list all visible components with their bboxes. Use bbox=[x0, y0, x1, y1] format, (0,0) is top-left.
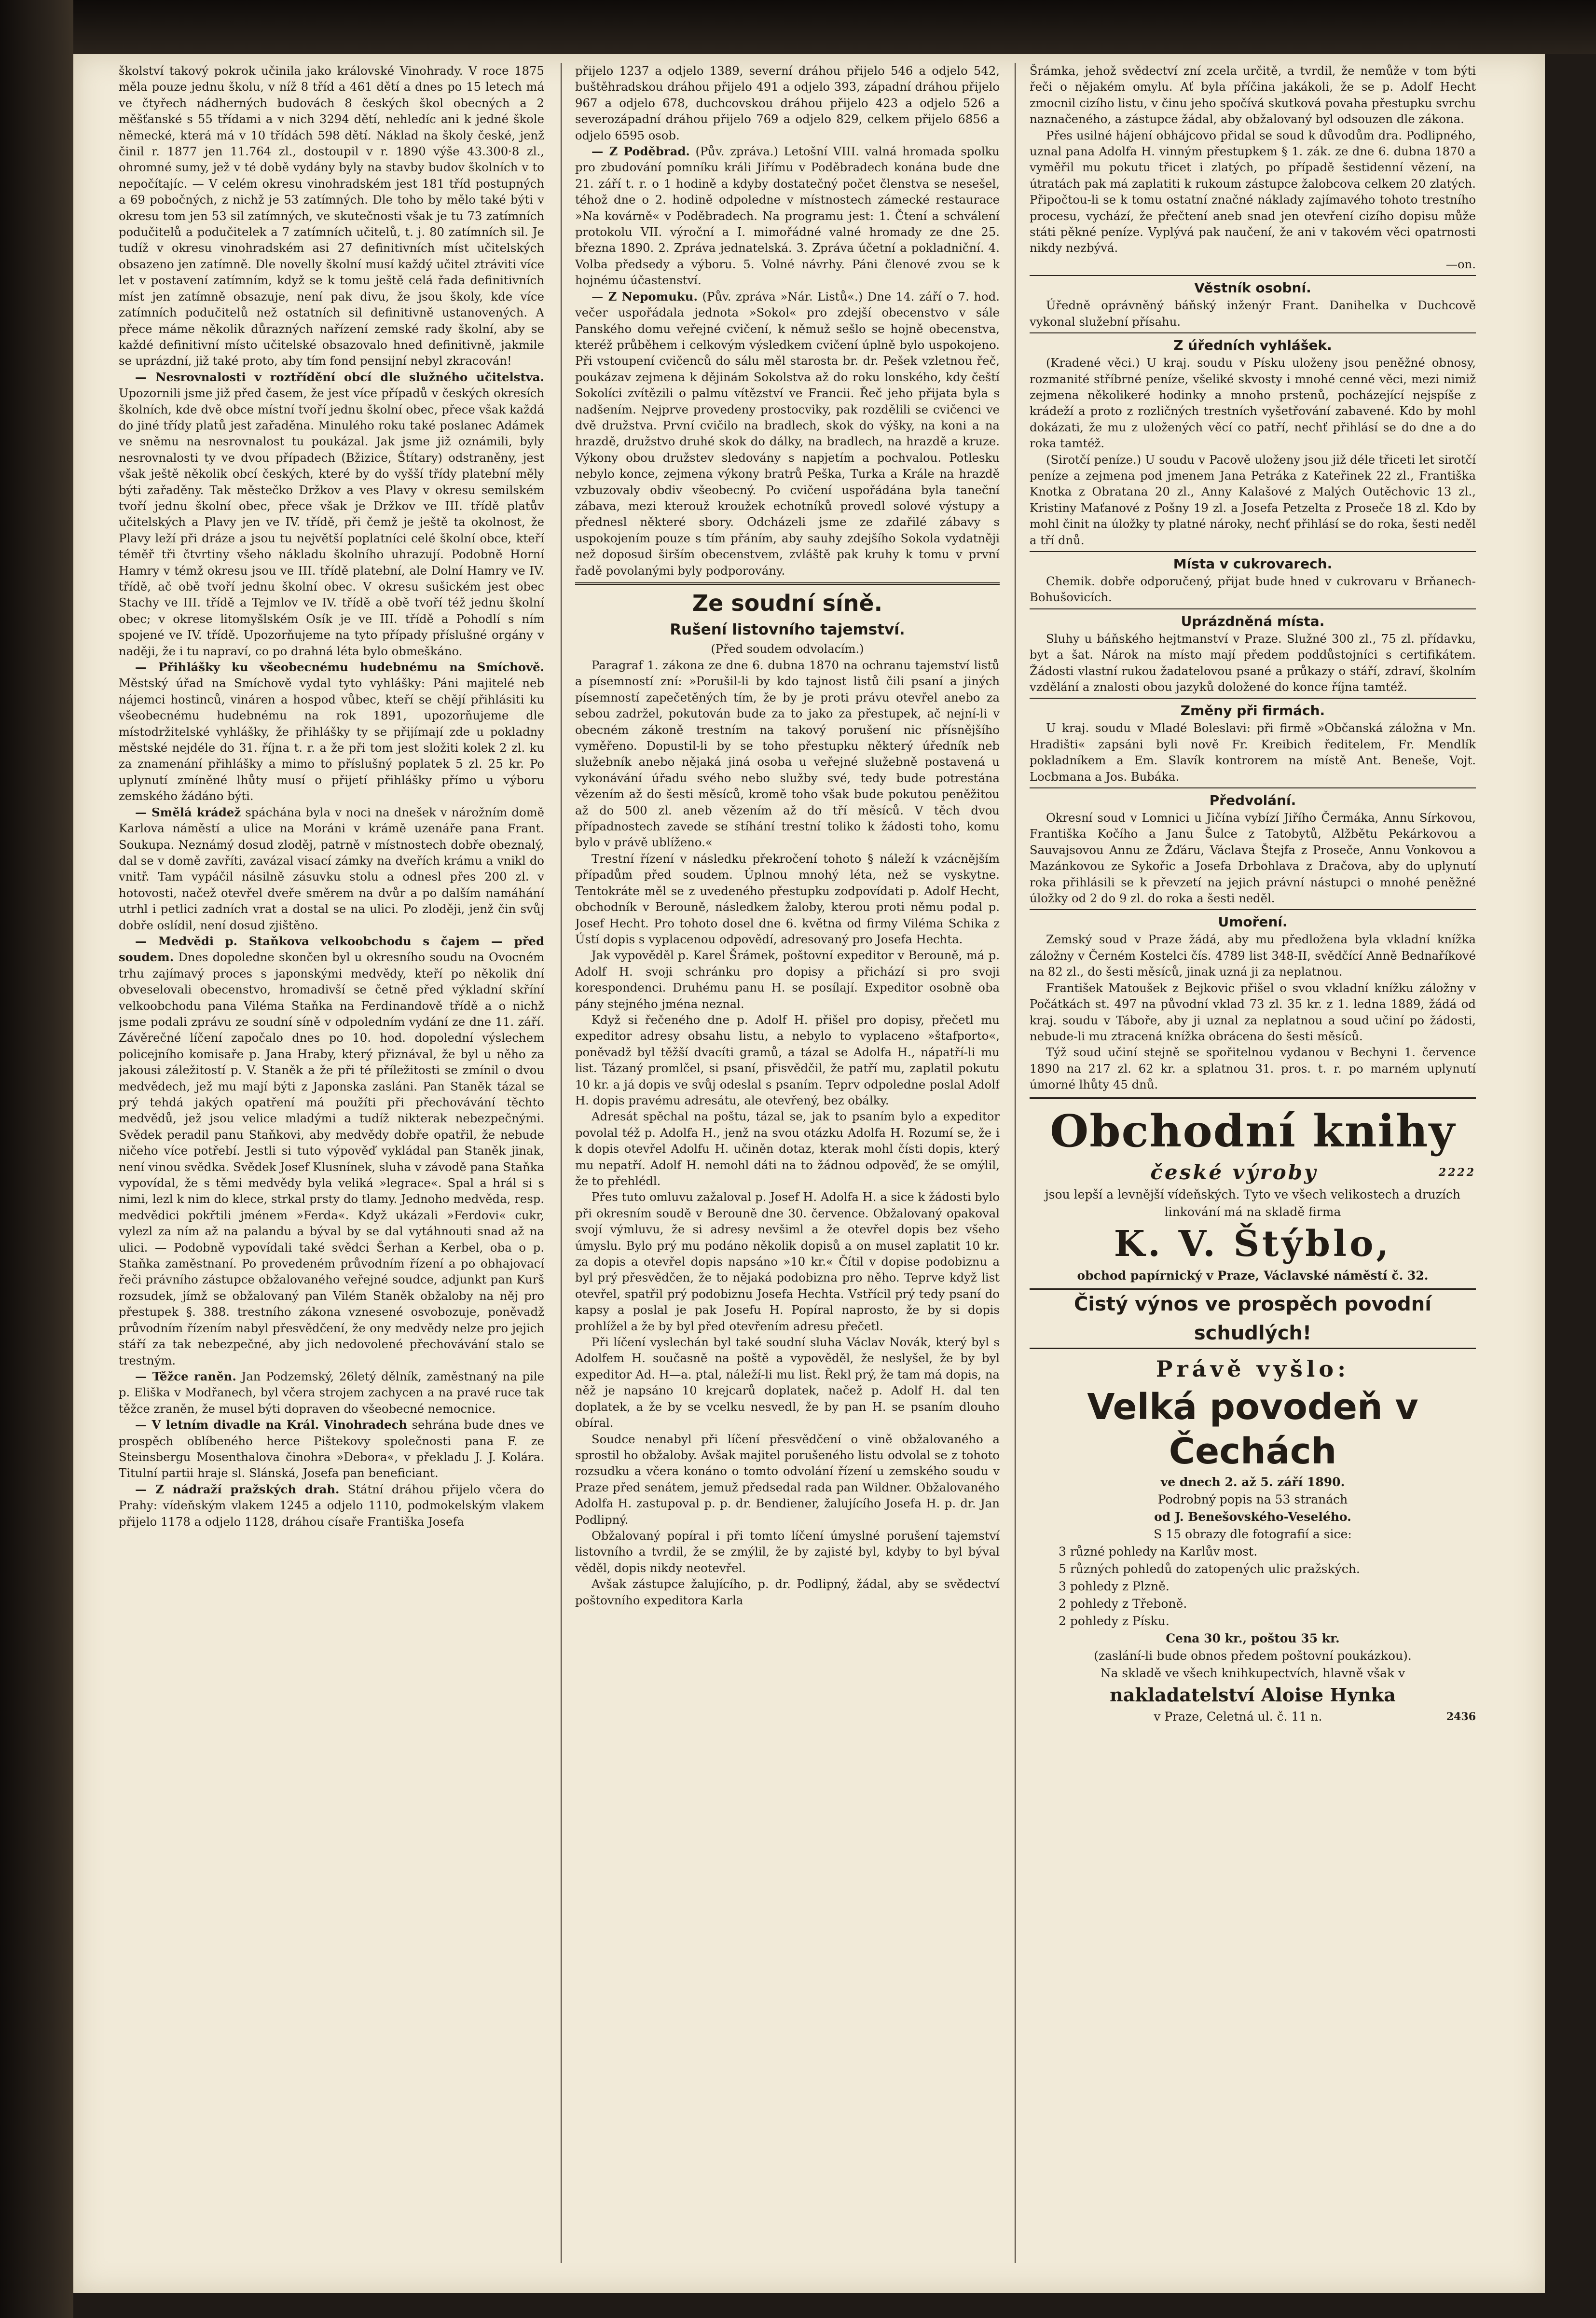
article-text: Avšak zástupce žalujícího, p. dr. Podlipný, žádal, aby se svědectví poštovního expeditora Karla bbox=[575, 1577, 1000, 1607]
article-text: Jan Podzemský, 26letý dělník, zaměstnaný na pile p. Eliška v Modřanech, byl včera strojem zachycen a na pravé ruce tak těžce zraněn, že musel býti dopraven do všeobecné nemocnice. bbox=[119, 1369, 544, 1416]
scan-top-edge bbox=[73, 0, 1596, 54]
article-text: (Pův. zpráva »Nár. Listů«.) Dne 14. září o 7. hod. večer uspořádala jednota »Sokol« pro zdejší obecenstvo v sále Panského domu veřejné cvičení, k němuž sešlo se hojně obecenstva, kteréž průběhem i celkovým výsledkem cvičení úplně bylo uspokojeno. Při vstoupení cvičenců do sálu měl starosta br. dr. Pešek vzletnou řeč, poukázav zejmena k dějinám Sokolstva až do roku lonského, kdy čeští Sokolíci zvítězili o palmu vítězství ve Francii. Řeč jeho přijata byla s nadšením. Nejprve provedeny prostocviky, pak rozdělili se cvičenci ve dvě družstva. První cvičilo na bradlech, skok do výšky, na koni a na hrazdě, družstvo druhé skok do dálky, na bradlech, na hrazdě a kruze. Výkony obou družstev sledovány s napjetím a pochvalou. Potlesku nebylo konce, zejmena výkony bratrů Peška, Turka a Krále na hrazdě vzbuzovaly obdiv všeobecný. Po cvičení uspořádána byla taneční zábava, mezi kterouž kroužek echotníků provedl solové výstupy a přednesl některé sbory. Odcházeli jsme ze zdařilé zábavy s uspokojením pouze s tím přáním, aby sauhy zdejšího Sokola vydatněji než doposud širším obecenstvem, zvláště pak kruhy k tomu v první řadě povolanými byly podporovány. bbox=[575, 289, 1000, 578]
column-3 bbox=[1030, 63, 1476, 2277]
article-heading: — Z Poděbrad. bbox=[592, 144, 690, 159]
ad-number: 2222 bbox=[1438, 1166, 1476, 1179]
article-text: (Pův. zpráva.) Letošní VIII. valná hromada spolku pro zbudování pomníku králi Jiřímu v Poděbradech konána bude dne 21. září t. r. o 1 hodině a kdyby dostatečný počet členstva se nesešel, téhož dne o 2. hodině odpoledne v místnostech zámecké restaurace »Na kovárně« v Poděbradech. Na programu jest: 1. Čtení a schválení protokolu VII. výroční a I. mimořádné valné hromady ze dne 25. března 1890. 2. Zpráva jednatelská. 3. Zpráva účetní a pokladniční. 4. Volba předsedy a výboru. 5. Volné návrhy. Páni členové zvou se k hojnému účastenství. bbox=[575, 144, 1000, 288]
column-2 bbox=[575, 63, 1000, 2277]
list-item: 3 pohledy z Plzně. bbox=[1059, 1579, 1169, 1593]
article-text: Trestní řízení v následku překročení tohoto § náleží k vzácnějším případům před soudem. Úplnou mnohý léta, než se vyskytne. Tentokráte měl se z uvedeného přestupku zodpovídati p. Adolf Hecht, obchodník v Berouně, následkem žaloby, kterou proti němu podal p. Josef Hecht. Pro tohoto dosel dne 6. května od firmy Viléma Schika z Ústí dopis s vyplacenou odpovědí, adresovaný pro Josefa Hechta. bbox=[575, 851, 1000, 946]
ad-book-desc: Podrobný popis na 53 stranách bbox=[1157, 1492, 1348, 1506]
article-text: Státní dráhou přijelo včera do Prahy: vídeňským vlakem 1245 a odjelo 1110, podmokelským vlakem přijelo 1178 a odjelo 1128, dráhou císaře Františka Josefa bbox=[119, 1482, 544, 1529]
list-item: 2 pohledy z Třeboně. bbox=[1059, 1596, 1187, 1611]
article-text: Přes tuto omluvu zažaloval p. Josef H. Adolfa H. a sice k žádosti bylo při okresním soudě v Berouně dne 30. července. Obžalovaný opakoval svojí výmluvu, že si adresy nevšiml a že otevřel dopis bez všeho úmyslu. Bylo prý mu podáno několik dopisů a on musel zaplatit 10 kr. za dopis a otevřel dopis napsáno »10 kr.« Čítil v dopise podobiznu a byl prý přesvědčen, že to nějaká podobizna pro něho. Teprve když list otevřel, spatřil prý podobiznu Josefa Hechta. Vstřícil prý tedy psaní do kapsy a poslal je pak Josefu H. Popíral naprosto, že by si dopis prohlížel a že by byl před otevřením adresu přečetl. bbox=[575, 1190, 1000, 1333]
ad-banner: Čistý výnos ve prospěch povodní schudlých! bbox=[1030, 1288, 1476, 1349]
section-heading: Umoření. bbox=[1218, 914, 1288, 930]
ad-firm-name: K. V. Štýblo, bbox=[1114, 1223, 1392, 1265]
newspaper-page bbox=[73, 54, 1545, 2293]
article-text: Jak vypověděl p. Karel Šrámek, poštovní expeditor v Berouně, má p. Adolf H. svoji schránku pro dopisy a přichází si pro svoji korespondenci. Druhému panu H. se posílají. Expeditor osobně oba pány stejného jména neznal. bbox=[575, 948, 1000, 1011]
article-title: Rušení listovního tajemství. bbox=[670, 621, 905, 638]
ad-number: 2436 bbox=[1446, 1710, 1476, 1723]
ad-announcement: Právě vyšlo: bbox=[1156, 1355, 1350, 1382]
section-divider bbox=[575, 582, 1000, 585]
section-divider bbox=[1030, 275, 1476, 276]
article-text: (Sirotčí peníze.) U soudu v Pacově uloženy jsou již déle třiceti let sirotčí peníze a zejmena pod jmenem Jana Petráka z Kateřinek 22 zl., Františka Knotka z Obratana 20 zl., Anny Kalašové z Malých Outěchovic 13 zl., Kristiny Maťanové z Pošny 19 zl. a Josefa Petzelta z Proseče 18 zl. Kdo by mohl činit na úložky ty platné nároky, nechť přihlásí se do roka, šesti neděl a tří dnů. bbox=[1030, 452, 1476, 547]
article-heading: — Těžce raněn. bbox=[135, 1369, 236, 1383]
ad-book-intro: S 15 obrazy dle fotografií a sice: bbox=[1154, 1527, 1352, 1541]
article-text: spáchána byla v noci na dnešek v nárožním domě Karlova náměstí a ulice na Moráni v krámě uzenáře pana Frant. Soukupa. Neznámý dosud zloděj, patrně v místnostech dobře obeznalý, dal se v domě zavříti, zavázal visací zámky na dveřích krámu a vnikl do vnitř. Tam vypáčil násilně zásuvku stolu a odnesl přes 200 zl. v hotovosti, načež otevřel dveře směrem na dvůr a po dalším namáhání utrhl i petlici zadních vrat a dostal se na ulici. Po zloději, jenž čin svůj dobře oslídil, není dosud zjištěno. bbox=[119, 805, 544, 932]
section-divider bbox=[1030, 787, 1476, 788]
article-subtitle: (Před soudem odvolacím.) bbox=[711, 642, 864, 656]
section-heading: Uprázdněná místa. bbox=[1181, 613, 1325, 629]
article-text: Městský úřad na Smíchově vydal tyto vyhlášky: Páni majitelé neb nájemci hostinců, vináren a hospod vůbec, kteří se chějí přihlásiti ku všeobecnému hudebnému na rok 1891, upozorňujeme dle místodržitelské vyhlášky, že přihlášky ty se přijímají zde u pokladny městské nejdéle do 31. října t. r. a že při tom jest složiti kolek 2 zl. ku za znamenání přihlášky a mimo to příslušný poplatek 5 zl. 25 kr. Po uplynutí zmíněné lhůty musí o přijetí přihlášky přímo u výboru zemského žádáno býti. bbox=[119, 676, 544, 803]
ad-address: v Praze, Celetná ul. č. 11 n. bbox=[1154, 1709, 1322, 1724]
article-text: školství takový pokrok učinila jako královské Vinohrady. V roce 1875 měla pouze jednu školu, v níž 8 tříd a 461 dětí a dnes po 15 letech má ve čtyřech nádherných budovách 8 českých škol obecných a 2 měšťanské s 55 třídami a v nich 3294 dětí, nehledíc ani k jedné škole německé, která má v 10 třídách 598 dětí. Náklad na školy české, jenž činil r. 1877 jen 11.764 zl., dostoupil v r. 1890 výše 43.300·8 zl., ohromné sumy, jež v té době vydány byly na stavby budov školních v to nepočítajíc. — V celém okresu vinohradském jest 181 tříd postupných a 69 pobočných, z nichž je 53 zatímných. Dle toho by mělo také býti v okresu tom jen 53 sil zatímných, ve skutečnosti však je tu 73 zatímních podučitelů a podučitelek a 7 zatímních učitelů, t. j. 80 zatímních sil. Je tudíž v okresu vinohradském asi 27 definitivních míst učitelských obsazeno jen zatímně. Dle novelly školní musí každý učitel ztráviti více let v postavení zatímním, když se k tomu ještě celá řada definitivních míst jen zatímně obsazuje, není pak divu, že jsou školy, kde více zatímních podučitelů než ostatních sil definitivně ustanovených. A přece máme několik důrazných nařízení zemské rady školní, aby se každé definitivní místo učitelské obsazovalo hned definitivně, jakmile se uprázdní, již také proto, aby tím fond pensijní nebyl zkracován! bbox=[119, 64, 544, 368]
ad-address: obchod papírnický v Praze, Václavské náměstí č. 32. bbox=[1077, 1268, 1429, 1283]
article-text: Šrámka, jehož svědectví zní zcela určitě, a tvrdil, že nemůže v tom býti řeči o nějakém omylu. Ať byla příčina jakákoli, že se p. Adolf Hecht zmocnil cizího listu, v činu jeho spočívá skutková povaha přestupku svrchu naznačeného, a zástupce žádal, aby obžalovaný byl odsouzen dle zákona. bbox=[1030, 64, 1476, 126]
section-title: Ze soudní síně. bbox=[692, 590, 883, 616]
list-item: 3 různé pohledy na Karlův most. bbox=[1059, 1544, 1258, 1559]
ad-book-list bbox=[1030, 1543, 1476, 1630]
ad-price: Cena 30 kr., poštou 35 kr. bbox=[1166, 1631, 1340, 1645]
article-text: Týž soud učiní stejně se spořitelnou vydanou v Bechyni 1. července 1890 na 217 zl. 62 kr. a splatnou 31. pros. t. r. po marném uplynutí úmorné lhůty 45 dnů. bbox=[1030, 1045, 1476, 1092]
article-heading: — V letním divadle na Král. Vinohradech bbox=[135, 1418, 408, 1432]
advertisement-stationery bbox=[1030, 1103, 1476, 1284]
column-1 bbox=[119, 63, 544, 2277]
section-heading: Předvolání. bbox=[1209, 792, 1296, 809]
article-heading: — Medvědi p. Staňkova velkoobchodu s čajem — před soudem. bbox=[119, 934, 544, 965]
article-heading: — Z nádraží pražských drah. bbox=[135, 1482, 340, 1496]
list-item: 5 různých pohledů do zatopených ulic pražských. bbox=[1059, 1561, 1360, 1576]
article-text: Při líčení vyslechán byl také soudní sluha Václav Novák, který byl s Adolfem H. současně na poště a vypověděl, že neslyšel, že by byl expeditor Ad. H—a. ptal, náleží-li mu list. Řekl prý, že tam má dopis, na něž je napsáno 10 krejcarů doplatek, načež p. Adolf H. dal ten doplatek, a že by se vcelku nesvedl, že by pan H. se psaním dlouho obíral. bbox=[575, 1335, 1000, 1430]
section-divider bbox=[1030, 608, 1476, 609]
article-text: U kraj. soudu v Mladé Boleslavi: při firmě »Občanská záložna v Mn. Hradišti« zapsáni byli nově Fr. Kreibich ředitelem, Fr. Mendlík pokladníkem a Em. Slavík kontrorem na místě Ant. Beneše, Vojt. Locbmana a Jos. Bubáka. bbox=[1030, 721, 1476, 784]
section-heading: Změny při firmách. bbox=[1180, 703, 1325, 719]
list-item: 2 pohledy z Písku. bbox=[1059, 1614, 1169, 1628]
article-text: Upozornili jsme již před časem, že jest více případů v českých okresích školních, kde dvě obce místní tvoří jednu školní obec, přece však každá do jiné třídy platů jest zařaděna. Minulého roku také poslanec Adámek ve sněmu na nesrovnalost tu poukázal. Jak jsme již oznámili, byly nesrovnalosti ty ve dvou případech (Bžizice, Štítary) odstraněny, jest však ještě několik obcí českých, které by do vyšší třídy platební měly býti zařaděny. Tak městečko Držkov a ves Plavy v okresu semilském tvoří jednu školní obec, přece však je Držkov ve III. třídě platův učitelských a Plavy jen ve IV. třídě, při čemž je ještě ta okolnost, že Plavy leží při dráze a jsou tu největší poplatníci celé školní obce, kteří téměř tři čtvrtiny všeho nákladu školního uhrazují. Podobně Horní Hamry v témž okresu jsou ve III. třídě platební, ale Dolní Hamry ve IV. třídě, ač obě tvoří jednu školní obec. V okresu sušickém jest obec Stachy ve III. třídě a Tejmlov ve IV. třídě a obě tvoří též jednu školní obec; v okrese litomyšlském Osík je ve III. třídě a Pohodlí s ním spojené ve IV. třídě. Upozorňujeme na tyto případy příslušné orgány v naději, že i tu napraví, co po drahná léta bylo obmeškáno. bbox=[119, 386, 544, 658]
ad-book-dates: ve dnech 2. až 5. září 1890. bbox=[1160, 1475, 1345, 1489]
article-heading: — Přihlášky ku všeobecnému hudebnému na Smíchově. bbox=[135, 660, 544, 675]
ad-book-title: Velká povodeň v Čechách bbox=[1087, 1386, 1418, 1472]
article-text: Dnes dopoledne skončen byl u okresního soudu na Ovocném trhu zajímavý proces s japonskými medvědy, kteří po několik dní obveselovali obecenstvo, hromadivší se četně před výkladní skříní velkoobchodu pana Viléma Staňka na Ferdinandově třídě a o nichž jsme podali zprávu ze soudní síně v odpoledním vydání ze dne 11. září. Závěrečné líčení započalo dnes po 10. hod. dopolední výslechem policejního komisaře p. Jana Hraby, který přiznával, že byl u něho za jakousi záležitostí p. V. Staněk a že při té příležitosti se zmínil o dvou medvědech, jež mu mají býti z Japonska zasláni. Pan Staněk tázal se prý tehdá jakých opatření má použíti při přechovávání těchto medvědů, jež jsou velice mladými a tudíž nikterak nebezpečnými. Svědek peradil panu Staňkovi, aby medvědy dobře opatřil, že nebude ničeho více potřebí. Jestli si tuto výpověď vykládal pan Staněk jinak, není vinou svědka. Svědek Josef Klusnínek, sluha v závodě pana Staňka vypovídal, že s těmi medvědy byla veliká »legrace«. Spal a hrál si s nimi, lezl k nim do klece, strkal prsty do tlamy. Jednoho medvěda, resp. medvědici pokřtili jménem »Ferda«. Když ukázali »Ferdovi« cukr, vylezl za ním až na palandu a býval by se dal vytáhnouti snad až na ulici. — Podobně vypovídali také svědci Šerhan a Kerbel, oba o p. Staňka zaměstnaní. Po provedeném průvodním řízení a po obhajovací řeči právního zástupce obžalovaného veřejné soudce, adjunkt pan Kurš rozsudek, jímž se obžalovaný pan Vilém Staněk obžaloby na něj pro přestupek §. 388. trestního zákona vznesené osvobozuje, poněvadž průvodním řízením nabyl přesvědčení, že ony medvědy nelze pro jejich stáří za tak nebezpečné, aby jich nedovolené přechovávání stalo se trestným. bbox=[119, 950, 544, 1367]
article-text: Adresát spěchal na poštu, tázal se, jak to psaním bylo a expeditor povolal též p. Adolfa H., jenž na svou otázku Adolfa H. Rozumí se, že i k dopis otevřel Adolfu H. učiněn dotaz, kterak mohl čísti dopis, který mu nepatří. Adolf H. nemohl dáti na to žádnou odpověď, že se omýlil, že to přehlédl. bbox=[575, 1109, 1000, 1188]
article-text: Úředně oprávněný báňský inženýr Frant. Danihelka v Duchcově vykonal služební přísahu. bbox=[1030, 298, 1476, 329]
article-text: Zemský soud v Praze žádá, aby mu předložena byla vkladní knížka záložny v Černém Kostelci čís. 4789 list 348-II, svědčící Anně Bednaříkové na 82 zl., do šesti měsíců, jinak uzná ji za neplatnou. bbox=[1030, 932, 1476, 979]
ad-headline: Obchodní knihy bbox=[1050, 1104, 1456, 1157]
section-heading: Místa v cukrovarech. bbox=[1173, 555, 1333, 572]
article-heading: — Nesrovnalosti v roztřídění obcí dle služného učitelstva. bbox=[135, 370, 544, 384]
ad-divider bbox=[1030, 1097, 1476, 1099]
section-heading: Z úředních vyhlášek. bbox=[1173, 337, 1332, 354]
author-signature: —on. bbox=[1445, 257, 1476, 271]
article-text: Soudce nenabyl při líčení přesvědčení o vině obžalovaného a sprostil ho obžaloby. Avšak majitel porušeného listu odvolal se z tohoto rozsudku a včera konáno o tomto odvolání řízení u zemského soudu v Praze před senátem, jemuž předsedal rada pan Wildner. Obžalovaného Adolfa H. zastupoval p. p. dr. Bendiener, žalujícího Josefa H. p. dr. Jan Podlipný. bbox=[575, 1432, 1000, 1527]
column-rule bbox=[561, 63, 562, 2263]
article-text: Obžalovaný popíral i při tomto líčení úmyslné porušení tajemství listovního a tvrdil, že se zmýlil, že by zajisté byl, kdyby to byl býval věděl, dopis nikdy neotevřel. bbox=[575, 1528, 1000, 1575]
section-divider bbox=[1030, 551, 1476, 552]
section-divider bbox=[1030, 698, 1476, 699]
article-text: František Matoušek z Bejkovic přišel o svou vkladní knížku záložny v Počátkách st. 497 na původní vklad 73 zl. 35 kr. z 1. ledna 1889, žádá od kraj. soudu v Táboře, aby ji uznal za neplatnou a soud učiní po žádosti, nebude-li mu ztracená knížka obrácena do šesti měsíců. bbox=[1030, 980, 1476, 1043]
ad-store: Na skladě ve všech knihkupectvích, hlavně však v bbox=[1100, 1666, 1405, 1680]
ad-book-author: od J. Benešovského-Veselého. bbox=[1154, 1509, 1351, 1524]
ad-subheadline: české výroby bbox=[1150, 1160, 1318, 1184]
article-text: Když si řečeného dne p. Adolf H. přišel pro dopisy, přečetl mu expeditor adresy obsahu listu, a nebylo to vyplaceno »štafporto«, poněvadž byl těžší dvacíti gramů, a tázal se Adolfa H., nápatří-li mu list. Tázaný promlčel, si psaní, přisvědčil, že patří mu, zaplatil pokutu 10 kr. a já dopis ve svůj odeslal s psaním. Teprv odpoledne poslal Adolf H. dopis pravému adresátu, ale otevřený, bez obálky. bbox=[575, 1012, 1000, 1107]
article-heading: — Smělá krádež bbox=[135, 805, 241, 819]
article-text: (Kradené věci.) U kraj. soudu v Písku uloženy jsou peněžné obnosy, rozmanité stříbrné peníze, všeliké skvosty i mnohé cenné věci, mezi nimiž zejmena několikeré hodinky a mnoho prstenů, pocházející nejspíše z krádeží a proto z rozličných trestních vyšetřování zabavené. Kdo by mohl dokázati, že mu z uložených věcí co patří, nechť přihlásí se do dne a do roka tamtéž. bbox=[1030, 356, 1476, 451]
article-text: Chemik. dobře odporučený, přijat bude hned v cukrovaru v Brňanech-Bohušovicích. bbox=[1030, 574, 1476, 605]
advertisement-book bbox=[1030, 1353, 1476, 1725]
article-text: přijelo 1237 a odjelo 1389, severní dráhou přijelo 546 a odjelo 542, buštěhradskou dráhou přijelo 491 a odjelo 393, západní dráhou přijelo 967 a odjelo 678, duchcovskou dráhou přijelo 423 a odjelo 526 a severozápadní dráhou přijelo 769 a odjelo 829, celkem přijelo 6856 a odjelo 6595 osob. bbox=[575, 64, 1000, 142]
ad-publisher: nakladatelství Aloise Hynka bbox=[1110, 1683, 1396, 1706]
ad-mail-note: (zaslání-li bude obnos předem poštovní poukázkou). bbox=[1094, 1648, 1412, 1663]
article-text: sehrána bude dnes ve prospěch oblíbeného herce Piš̌tekovy společnosti pana F. ze Steinsbergu Mosenthalova činohra »Debora«, v překladu J. J. Kolára. Titulní partii hraje sl. Slánská, Josefa pan beneficiant. bbox=[119, 1418, 544, 1480]
article-text: Sluhy u báňského hejtmanství v Praze. Služné 300 zl., 75 zl. přídavku, byt a šat. Nárok na místo mají předem poddůstojníci s certifikátem. Žádosti vlastní rukou žadatelovou psané a průkazy o stáří, zdraví, školním vzdělání a znalosti obou jazyků doložené do konce října tamtéž. bbox=[1030, 631, 1476, 694]
article-heading: — Z Nepomuku. bbox=[592, 289, 698, 304]
section-divider bbox=[1030, 909, 1476, 910]
ad-text: jsou lepší a levnější vídeňských. Tyto ve všech velikostech a druzích linkování má na skladě firma bbox=[1045, 1187, 1461, 1219]
article-text: Okresní soud v Lomnici u Jičína vybízí Jiřího Čermáka, Annu Sírkovou, Františka Kočího a Janu Šulce z Tatobytů, Alžbětu Pekárkovou a Sauvajsovou Annu ze Žďáru, Václava Štejfa z Proseče, Annu Vonkovou a Mazánkovou ze Sykořic a Josefa Drbohlava z Dračova, aby do uplynutí roka přihlásili se k převzetí na jejich právní nástupci o mnohé peněžné úložky od 2 do 9 zl. do roka a šesti neděl. bbox=[1030, 811, 1476, 906]
column-rule bbox=[1015, 63, 1016, 2263]
section-heading: Věstník osobní. bbox=[1194, 280, 1311, 296]
article-text: Přes usilné hájení obhájcovo přidal se soud k důvodům dra. Podlipného, uznal pana Adolfa H. vinným přestupkem § 1. zák. ze dne 6. dubna 1870 a vyměřil mu pokutu třicet i zlatých, po případě šestidenní vězení, na útratách pak má zaplatiti k rukoum zástupce žalobcova celkem 20 zlatých. Připočtou-li se k tomu ostatní značné náklady zajímavého tohoto trestního procesu, vychází, že přečtení aneb snad jen otevření cizího dopisu může státi pěkné peníze. Vyplývá pak naučení, že ani v takovém věci opatrnosti nikdy nezbývá. bbox=[1030, 128, 1476, 255]
section-divider bbox=[1030, 332, 1476, 333]
scan-binding-edge bbox=[0, 0, 73, 2318]
article-text: Paragraf 1. zákona ze dne 6. dubna 1870 na ochranu tajemství listů a písemností zní: »Porušil-li by kdo tajnost listů čili psaní a jiných písemností zapečetěných tím, že by je proti právu otevřel anebo za sebou zadržel, pokutován bude za to jako za přestupek, ač nejní-li v obecném zákoně trestním na takový porušení nic přísnějšího vyměřeno. Dopustil-li by se toho přestupku některý úředník neb služebník anebo nějaká jiná osoba u veřejné služebně postavená u vykonávání úřadu svého nebo služby své, tedy bude potrestána vězením až do šesti měsíců, kromě toho však bude pokutou peněžitou až do 500 zl. aneb vězením až do tří měsíců. V těch dvou případnostech zavede se stíhání trestní toliko k žádosti toho, komu bylo v právě ublíženo.« bbox=[575, 658, 1000, 850]
